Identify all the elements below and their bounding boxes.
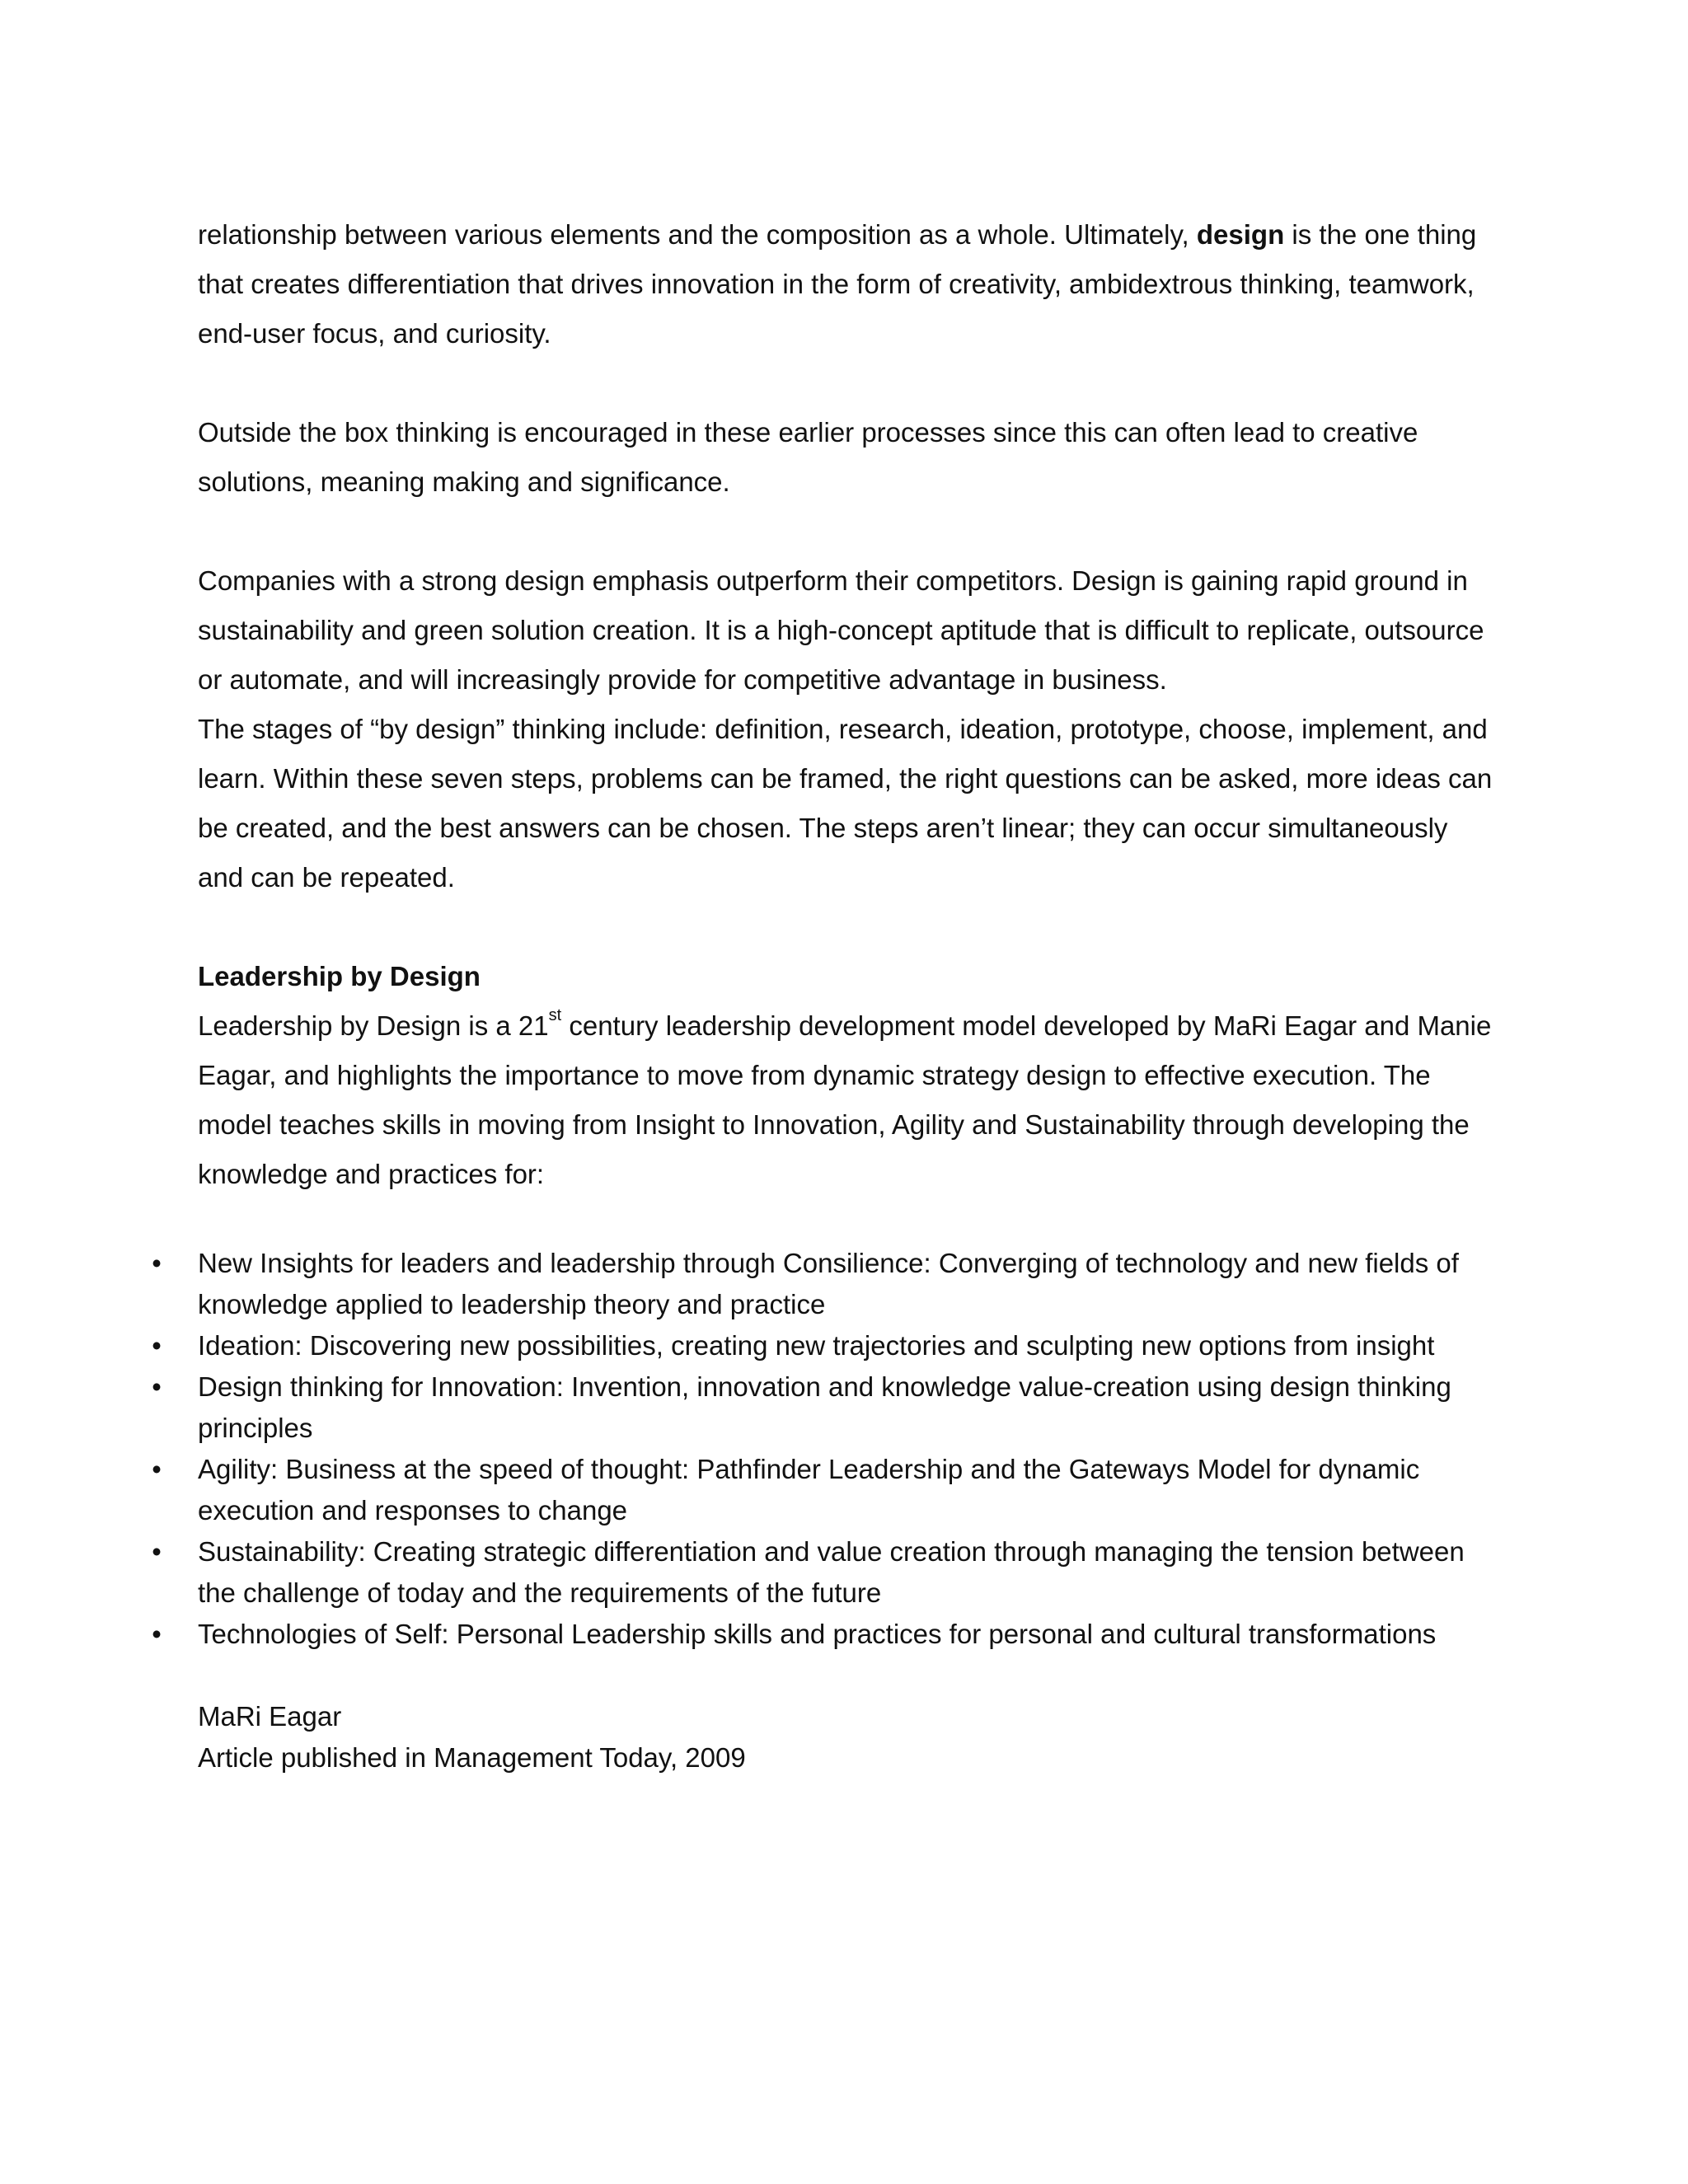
list-item-text: Agility: Business at the speed of thought: Pathfinder Leadership and the Gateways Model for dynamic execution and responses to change bbox=[198, 1454, 1420, 1526]
bullet-icon: • bbox=[152, 1536, 162, 1567]
paragraph-by-design-stages: The stages of “by design” thinking include: definition, research, ideation, prototype, choose, implement, and learn. Within these seven steps, problems can be framed, the right questions can be asked, more ideas can be created, and the best answers can be chosen. The steps aren’t linear; they can occur simultaneously and can be repeated. bbox=[198, 714, 1493, 893]
list-item-text: Sustainability: Creating strategic differentiation and value creation through managing the tension between the challenge of today and the requirements of the future bbox=[198, 1536, 1465, 1608]
author-name: MaRi Eagar bbox=[198, 1701, 342, 1732]
bullet-icon: • bbox=[152, 1248, 162, 1278]
list-item-text: Design thinking for Innovation: Invention, innovation and knowledge value-creation using design thinking principles bbox=[198, 1371, 1451, 1443]
list-item bbox=[152, 1366, 1500, 1449]
list-item-text: Technologies of Self: Personal Leadership skills and practices for personal and cultural transformations bbox=[198, 1619, 1437, 1649]
document-body bbox=[198, 210, 1500, 1249]
paragraph-text: is the one thing that creates differentiation that drives innovation in the form of creativity, ambidextrous thinking, teamwork, end-user focus, and curiosity. bbox=[198, 219, 1477, 349]
list-item-text: Ideation: Discovering new possibilities, creating new trajectories and sculpting new options from insight bbox=[198, 1330, 1435, 1361]
article-signature bbox=[198, 1696, 1500, 1779]
bullet-icon: • bbox=[152, 1619, 162, 1649]
list-item-text: New Insights for leaders and leadership through Consilience: Converging of technology and new fields of knowledge applied to leadership theory and practice bbox=[198, 1248, 1459, 1319]
paragraph-leadership-model bbox=[198, 1001, 1500, 1199]
bullet-icon: • bbox=[152, 1330, 162, 1361]
practices-bullet-list bbox=[152, 1243, 1500, 1655]
paragraph-companies-design-emphasis: Companies with a strong design emphasis outperform their competitors. Design is gaining rapid ground in sustainability and green solution creation. It is a high-concept aptitude that is difficult to replicate, outsource or automate, and will increasingly provide for competitive advantage in business. bbox=[198, 565, 1484, 695]
paragraph-text: relationship between various elements and the composition as a whole. Ultimately, bbox=[198, 219, 1197, 250]
paragraph-outside-the-box: Outside the box thinking is encouraged in these earlier processes since this can often lead to creative solutions, meaning making and significance. bbox=[198, 417, 1418, 497]
paragraph-design-differentiation bbox=[198, 210, 1500, 359]
list-item bbox=[152, 1449, 1500, 1531]
list-item bbox=[152, 1325, 1500, 1366]
publication-note: Article published in Management Today, 2009 bbox=[198, 1742, 746, 1773]
bold-design-term: design bbox=[1196, 219, 1285, 250]
paragraph-text: century leadership development model developed by MaRi Eagar and Manie Eagar, and highlights the importance to move from dynamic strategy design to effective execution. The model teaches skills in moving from Insight to Innovation, Agility and Sustainability through developing the knowledge and practices for: bbox=[198, 1010, 1492, 1189]
ordinal-superscript: st bbox=[548, 1006, 562, 1024]
list-item bbox=[152, 1531, 1500, 1614]
list-item bbox=[152, 1614, 1500, 1655]
section-heading-leadership-by-design: Leadership by Design bbox=[198, 961, 481, 991]
paragraph-text: Leadership by Design is a 21 bbox=[198, 1010, 549, 1041]
bullet-icon: • bbox=[152, 1371, 162, 1402]
bullet-icon: • bbox=[152, 1454, 162, 1484]
list-item bbox=[152, 1243, 1500, 1325]
